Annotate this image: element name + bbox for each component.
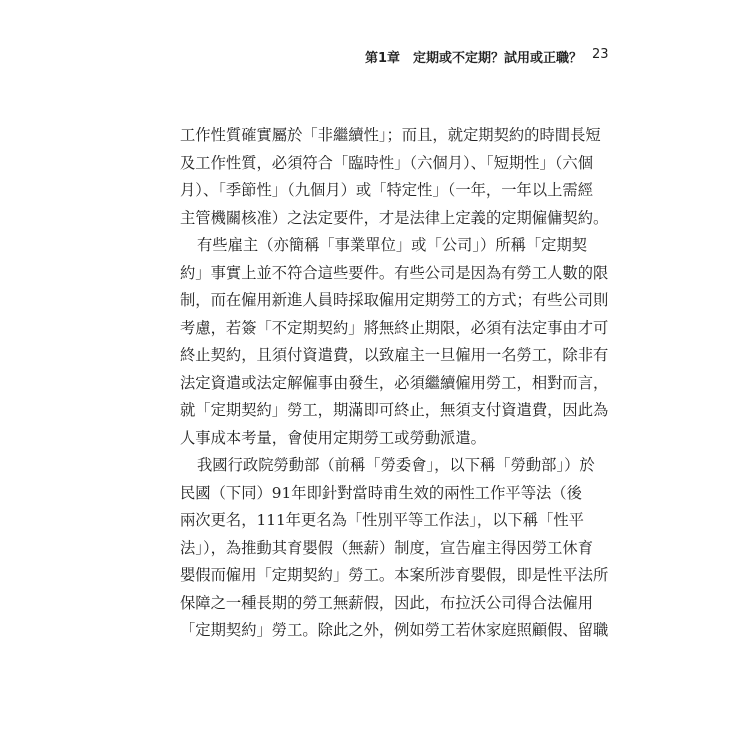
text-line: 兩次更名，111年更名為「性別平等工作法」，以下稱「性平 <box>180 511 584 529</box>
text-line: 民國（下同）91年即針對當時甫生效的兩性工作平等法（後 <box>180 483 582 502</box>
text-line: 月）、「季節性」（九個月）或「特定性」（一年，一年以上需經 <box>180 181 594 199</box>
chapter-title: 第1章 定期或不定期？試用或正職？ <box>365 51 583 66</box>
text-line: 考慮，若簽「不定期契約」將無終止期限，必須有法定事由才可 <box>180 318 609 337</box>
text-line: 制，而在僱用新進人員時採取僱用定期勞工的方式；有些公司則 <box>180 291 609 309</box>
text-line: 主管機關核准）之法定要件，才是法律上定義的定期僱傭契約。 <box>180 208 609 227</box>
text-line: 嬰假而僱用「定期契約」勞工。本案所涉育嬰假，即是性平法所 <box>180 566 609 584</box>
text-line: 終止契約，且須付資遣費，以致雇主一旦僱用一名勞工，除非有 <box>180 346 609 364</box>
text-line: 約」事實上並不符合這些要件。有些公司是因為有勞工人數的限 <box>180 263 609 282</box>
text-line: 人事成本考量，會使用定期勞工或勞動派遣。 <box>180 428 486 447</box>
text-line: 我國行政院勞動部（前稱「勞委會」，以下稱「勞動部」）於 <box>197 456 595 474</box>
running-header <box>0 43 750 67</box>
text-line: 就「定期契約」勞工，期滿即可終止，無須支付資遣費，因此為 <box>180 401 609 419</box>
text-line: 法」），為推動其育嬰假（無薪）制度，宣告雇主得因勞工休育 <box>180 538 594 557</box>
text-line: 「定期契約」勞工。除此之外，例如勞工若休家庭照顧假、留職 <box>180 621 609 639</box>
page-number: 23 <box>592 47 609 62</box>
text-line: 及工作性質，必須符合「臨時性」（六個月）、「短期性」（六個 <box>180 153 594 172</box>
body-text <box>180 122 609 645</box>
text-line: 工作性質確實屬於「非繼續性」；而且，就定期契約的時間長短 <box>180 126 601 144</box>
text-line: 法定資遣或法定解僱事由發生，必須繼續僱用勞工，相對而言， <box>180 373 609 392</box>
text-line: 有些雇主（亦簡稱「事業單位」或「公司」）所稱「定期契 <box>197 236 588 254</box>
text-line: 保障之一種長期的勞工無薪假，因此，布拉沃公司得合法僱用 <box>180 593 594 612</box>
